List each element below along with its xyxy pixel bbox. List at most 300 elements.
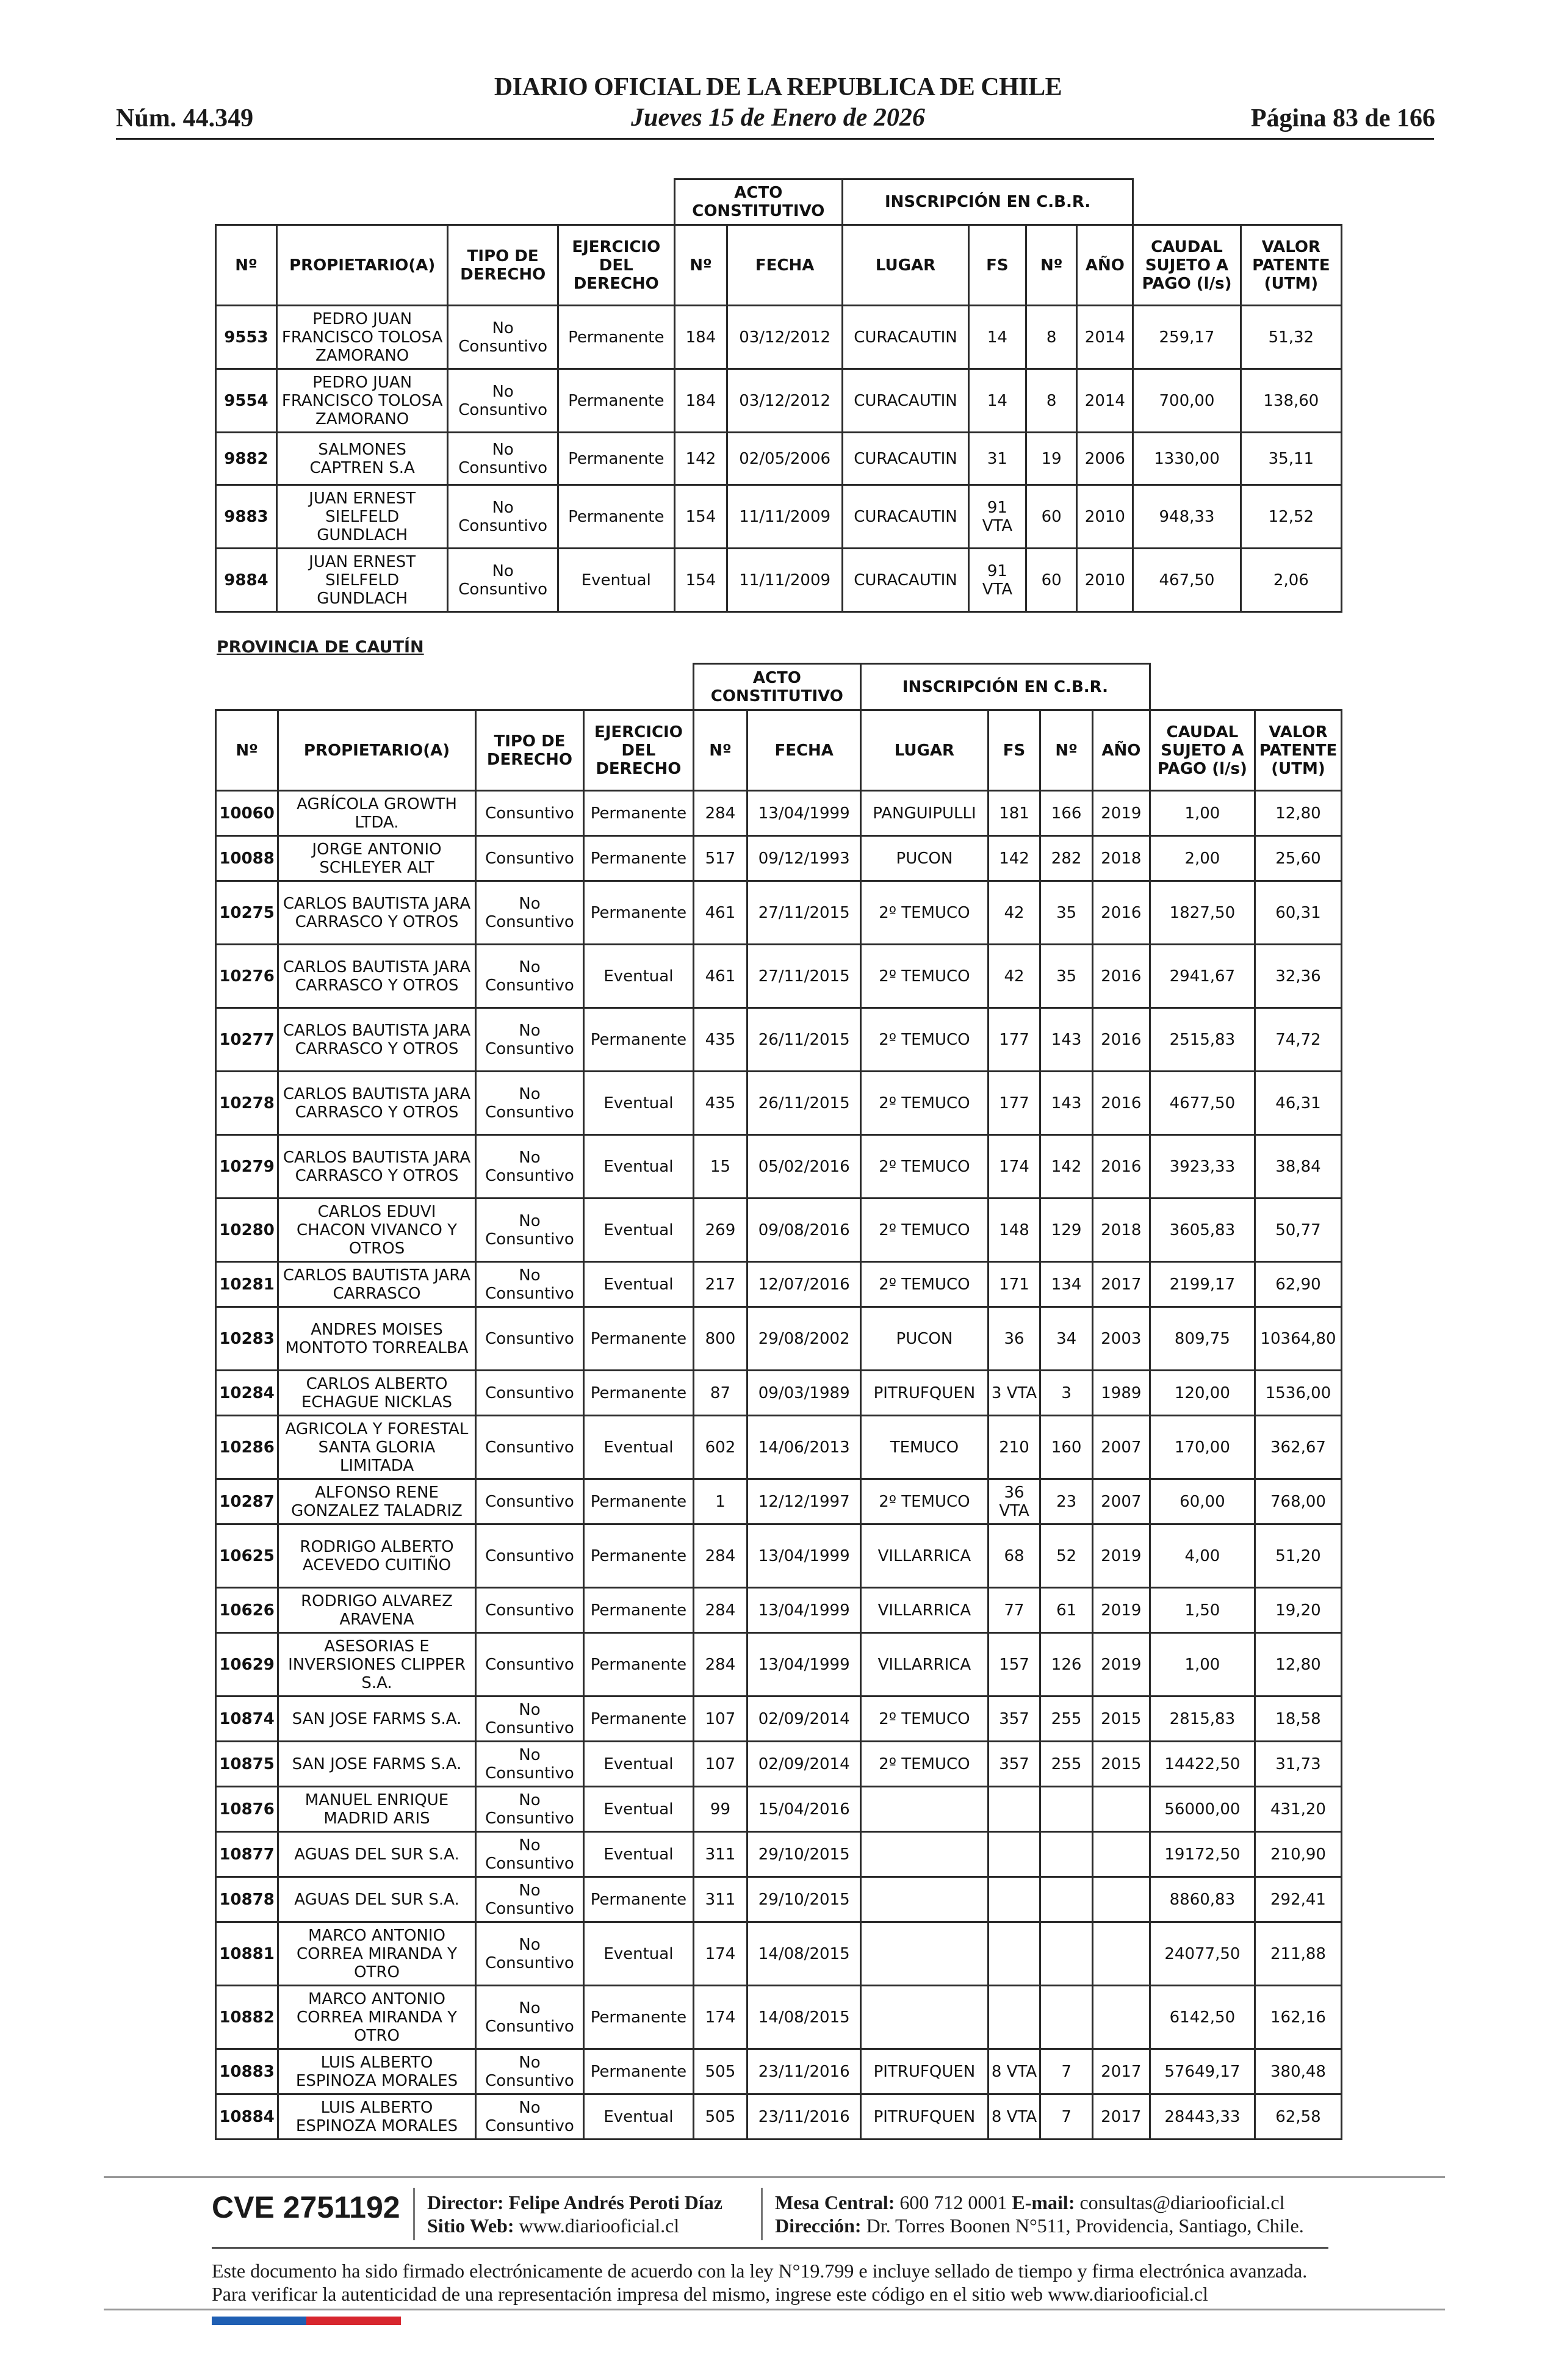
cell-propietario: MARCO ANTONIO CORREA MIRANDA Y OTRO: [278, 1922, 475, 1986]
cell-cbr-n: 34: [1040, 1307, 1093, 1371]
cell-lugar: [861, 1832, 989, 1877]
col-anio: AÑO: [1077, 225, 1133, 306]
cell-ejercicio: Permanente: [584, 791, 693, 836]
cell-valor-patente: 12,80: [1255, 1633, 1341, 1697]
cell-cbr-n: [1040, 1787, 1093, 1832]
cell-fs: 210: [988, 1416, 1040, 1479]
cell-anio: 1989: [1092, 1371, 1150, 1416]
cell-valor-patente: 211,88: [1255, 1922, 1341, 1986]
cell-caudal: 28443,33: [1150, 2094, 1255, 2140]
cell-n: 10283: [216, 1307, 278, 1371]
table-row: [216, 1199, 1342, 1262]
cell-caudal: 809,75: [1150, 1307, 1255, 1371]
col-cbr-n: Nº: [1026, 225, 1077, 306]
cell-anio: 2017: [1092, 2049, 1150, 2094]
cell-ejercicio: Eventual: [584, 1416, 693, 1479]
cell-lugar: CURACAUTIN: [842, 485, 968, 549]
cell-fecha: 03/12/2012: [727, 306, 843, 369]
cell-propietario: CARLOS BAUTISTA JARA CARRASCO Y OTROS: [278, 881, 475, 945]
cell-caudal: 24077,50: [1150, 1922, 1255, 1986]
table-row: [216, 549, 1342, 612]
cell-fecha: 14/08/2015: [747, 1986, 861, 2049]
cell-fs: [988, 1986, 1040, 2049]
cell-ejercicio: Eventual: [584, 1072, 693, 1135]
cell-lugar: CURACAUTIN: [842, 549, 968, 612]
cell-valor-patente: 10364,80: [1255, 1307, 1341, 1371]
cell-acto-n: 107: [693, 1697, 747, 1742]
cell-cbr-n: [1040, 1877, 1093, 1922]
cell-caudal: 3923,33: [1150, 1135, 1255, 1199]
email-label: E-mail:: [1012, 2191, 1075, 2213]
cell-propietario: CARLOS BAUTISTA JARA CARRASCO Y OTROS: [278, 1008, 475, 1072]
cell-n: 9884: [216, 549, 277, 612]
col-lugar: LUGAR: [861, 710, 989, 791]
cell-fecha: 29/10/2015: [747, 1877, 861, 1922]
cell-propietario: SAN JOSE FARMS S.A.: [278, 1697, 475, 1742]
cell-propietario: LUIS ALBERTO ESPINOZA MORALES: [278, 2094, 475, 2140]
col-fecha: FECHA: [727, 225, 843, 306]
cell-ejercicio: Permanente: [558, 485, 674, 549]
cell-cbr-n: 23: [1040, 1479, 1093, 1524]
cell-ejercicio: Eventual: [584, 2094, 693, 2140]
cell-ejercicio: Eventual: [584, 1262, 693, 1307]
cell-n: 10276: [216, 945, 278, 1008]
cell-lugar: PITRUFQUEN: [861, 2049, 989, 2094]
cell-tipo-derecho: No Consuntivo: [475, 2049, 583, 2094]
director-name: Felipe Andrés Peroti Díaz: [508, 2191, 722, 2213]
cell-acto-n: 174: [693, 1986, 747, 2049]
cell-valor-patente: 35,11: [1241, 433, 1341, 485]
cell-fecha: 13/04/1999: [747, 1633, 861, 1697]
cell-acto-n: 284: [693, 1588, 747, 1633]
cell-caudal: 56000,00: [1150, 1787, 1255, 1832]
cell-caudal: 170,00: [1150, 1416, 1255, 1479]
cell-acto-n: 284: [693, 1524, 747, 1588]
cell-fs: 8 VTA: [988, 2094, 1040, 2140]
cell-propietario: CARLOS BAUTISTA JARA CARRASCO: [278, 1262, 475, 1307]
cell-valor-patente: 25,60: [1255, 836, 1341, 881]
cell-cbr-n: 160: [1040, 1416, 1093, 1479]
cell-n: 10874: [216, 1697, 278, 1742]
cell-cbr-n: 60: [1026, 549, 1077, 612]
cell-valor-patente: 2,06: [1241, 549, 1341, 612]
cell-tipo-derecho: Consuntivo: [475, 836, 583, 881]
cell-caudal: 2,00: [1150, 836, 1255, 881]
cell-caudal: 259,17: [1133, 306, 1241, 369]
cell-cbr-n: 129: [1040, 1199, 1093, 1262]
cell-fs: 14: [969, 369, 1026, 433]
cell-anio: [1092, 1832, 1150, 1877]
header-divider: [116, 138, 1434, 140]
cell-ejercicio: Permanente: [558, 369, 674, 433]
cell-valor-patente: 12,52: [1241, 485, 1341, 549]
cell-n: 10883: [216, 2049, 278, 2094]
cell-propietario: ANDRES MOISES MONTOTO TORREALBA: [278, 1307, 475, 1371]
cell-ejercicio: Eventual: [584, 1922, 693, 1986]
cell-ejercicio: Eventual: [584, 1135, 693, 1199]
cell-acto-n: 184: [674, 306, 727, 369]
cell-n: 9553: [216, 306, 277, 369]
cell-propietario: CARLOS EDUVI CHACON VIVANCO Y OTROS: [278, 1199, 475, 1262]
cell-cbr-n: 52: [1040, 1524, 1093, 1588]
cell-cbr-n: 134: [1040, 1262, 1093, 1307]
cell-lugar: 2º TEMUCO: [861, 1742, 989, 1787]
cell-tipo-derecho: No Consuntivo: [475, 945, 583, 1008]
cell-propietario: JUAN ERNEST SIELFELD GUNDLACH: [276, 485, 447, 549]
cell-n: 10275: [216, 881, 278, 945]
cell-caudal: 2515,83: [1150, 1008, 1255, 1072]
col-acto-n: Nº: [693, 710, 747, 791]
table-row: [216, 1524, 1342, 1588]
cell-fecha: 23/11/2016: [747, 2094, 861, 2140]
cell-lugar: VILLARRICA: [861, 1524, 989, 1588]
cell-fecha: 05/02/2016: [747, 1135, 861, 1199]
cell-cbr-n: 61: [1040, 1588, 1093, 1633]
cell-ejercicio: Permanente: [558, 433, 674, 485]
col-caudal: CAUDAL SUJETO A PAGO (l/s): [1133, 225, 1241, 306]
cell-anio: 2010: [1077, 485, 1133, 549]
table-row: [216, 1371, 1342, 1416]
cell-acto-n: 99: [693, 1787, 747, 1832]
cell-valor-patente: 1536,00: [1255, 1371, 1341, 1416]
cell-cbr-n: 3: [1040, 1371, 1093, 1416]
cve-code: CVE 2751192: [212, 2190, 400, 2224]
cell-lugar: PANGUIPULLI: [861, 791, 989, 836]
cell-n: 10626: [216, 1588, 278, 1633]
cell-propietario: PEDRO JUAN FRANCISCO TOLOSA ZAMORANO: [276, 369, 447, 433]
cell-propietario: CARLOS BAUTISTA JARA CARRASCO Y OTROS: [278, 1072, 475, 1135]
cell-cbr-n: 35: [1040, 881, 1093, 945]
cell-acto-n: 602: [693, 1416, 747, 1479]
cell-valor-patente: 60,31: [1255, 881, 1341, 945]
cell-caudal: 1827,50: [1150, 881, 1255, 945]
cell-lugar: [861, 1922, 989, 1986]
cell-anio: 2017: [1092, 1262, 1150, 1307]
flag-stripe-blue: [212, 2317, 306, 2325]
cell-caudal: 2199,17: [1150, 1262, 1255, 1307]
cell-valor-patente: 32,36: [1255, 945, 1341, 1008]
water-rights-table-2: [215, 663, 1342, 2140]
cell-n: 10277: [216, 1008, 278, 1072]
cell-fecha: 11/11/2009: [727, 549, 843, 612]
cell-valor-patente: 50,77: [1255, 1199, 1341, 1262]
footer-divider: [212, 2247, 1328, 2249]
web-link[interactable]: www.diariooficial.cl: [519, 2215, 680, 2237]
cell-ejercicio: Eventual: [584, 1199, 693, 1262]
cell-propietario: CARLOS ALBERTO ECHAGUE NICKLAS: [278, 1371, 475, 1416]
col-fecha: FECHA: [747, 710, 861, 791]
col-anio: AÑO: [1092, 710, 1150, 791]
footer-separator: [761, 2188, 763, 2240]
table-row: [216, 1922, 1342, 1986]
cell-anio: 2019: [1092, 1633, 1150, 1697]
cell-tipo-derecho: No Consuntivo: [475, 2094, 583, 2140]
cell-cbr-n: 255: [1040, 1697, 1093, 1742]
cell-fs: [988, 1787, 1040, 1832]
cell-tipo-derecho: No Consuntivo: [475, 1262, 583, 1307]
province-title: PROVINCIA DE CAUTÍN: [217, 638, 424, 657]
cell-anio: 2019: [1092, 791, 1150, 836]
table-row: [216, 306, 1342, 369]
cell-ejercicio: Permanente: [584, 1524, 693, 1588]
cell-anio: 2007: [1092, 1416, 1150, 1479]
cell-caudal: 467,50: [1133, 549, 1241, 612]
cell-fecha: 23/11/2016: [747, 2049, 861, 2094]
mesa-label: Mesa Central:: [775, 2191, 895, 2213]
cell-tipo-derecho: No Consuntivo: [448, 433, 558, 485]
table-row: [216, 2094, 1342, 2140]
cell-cbr-n: 126: [1040, 1633, 1093, 1697]
cell-lugar: TEMUCO: [861, 1416, 989, 1479]
cell-lugar: 2º TEMUCO: [861, 1135, 989, 1199]
cell-tipo-derecho: No Consuntivo: [475, 1008, 583, 1072]
cell-valor-patente: 31,73: [1255, 1742, 1341, 1787]
cell-anio: 2016: [1092, 945, 1150, 1008]
cell-lugar: VILLARRICA: [861, 1633, 989, 1697]
cell-anio: [1092, 1877, 1150, 1922]
cell-fs: 148: [988, 1199, 1040, 1262]
cell-lugar: CURACAUTIN: [842, 433, 968, 485]
footer-divider: [104, 2176, 1445, 2178]
cell-tipo-derecho: Consuntivo: [475, 1371, 583, 1416]
cell-cbr-n: [1040, 1986, 1093, 2049]
cell-valor-patente: 380,48: [1255, 2049, 1341, 2094]
cell-lugar: [861, 1877, 989, 1922]
cell-fs: 177: [988, 1008, 1040, 1072]
cell-anio: 2016: [1092, 1135, 1150, 1199]
cell-caudal: 1,00: [1150, 1633, 1255, 1697]
cell-acto-n: 142: [674, 433, 727, 485]
cell-propietario: ALFONSO RENE GONZALEZ TALADRIZ: [278, 1479, 475, 1524]
cell-n: 10088: [216, 836, 278, 881]
cell-n: 10875: [216, 1742, 278, 1787]
cell-lugar: PITRUFQUEN: [861, 2094, 989, 2140]
cell-ejercicio: Permanente: [584, 1371, 693, 1416]
cell-n: 10629: [216, 1633, 278, 1697]
cell-fs: 14: [969, 306, 1026, 369]
cell-anio: 2014: [1077, 306, 1133, 369]
cell-anio: 2007: [1092, 1479, 1150, 1524]
cell-fs: 36: [988, 1307, 1040, 1371]
cell-valor-patente: 162,16: [1255, 1986, 1341, 2049]
cell-fs: 3 VTA: [988, 1371, 1040, 1416]
cell-lugar: 2º TEMUCO: [861, 1479, 989, 1524]
address-label: Dirección:: [775, 2215, 862, 2237]
cell-anio: [1092, 1787, 1150, 1832]
cell-cbr-n: 8: [1026, 306, 1077, 369]
cell-fs: 42: [988, 945, 1040, 1008]
cell-cbr-n: 143: [1040, 1072, 1093, 1135]
cell-fs: 157: [988, 1633, 1040, 1697]
cell-ejercicio: Eventual: [584, 1742, 693, 1787]
cell-cbr-n: [1040, 1832, 1093, 1877]
cell-ejercicio: Permanente: [584, 1307, 693, 1371]
header-spacer: [1150, 664, 1341, 710]
cell-propietario: JUAN ERNEST SIELFELD GUNDLACH: [276, 549, 447, 612]
cell-n: 10284: [216, 1371, 278, 1416]
table-row: [216, 881, 1342, 945]
cell-cbr-n: 19: [1026, 433, 1077, 485]
cell-caudal: 1330,00: [1133, 433, 1241, 485]
cell-valor-patente: 51,20: [1255, 1524, 1341, 1588]
cell-fecha: 29/10/2015: [747, 1832, 861, 1877]
page-number: Página 83 de 166: [1250, 104, 1435, 132]
cell-fecha: 13/04/1999: [747, 1588, 861, 1633]
cell-tipo-derecho: Consuntivo: [475, 1416, 583, 1479]
cell-acto-n: 1: [693, 1479, 747, 1524]
cell-propietario: CARLOS BAUTISTA JARA CARRASCO Y OTROS: [278, 945, 475, 1008]
cell-valor-patente: 12,80: [1255, 791, 1341, 836]
cell-fs: 31: [969, 433, 1026, 485]
cell-fecha: 03/12/2012: [727, 369, 843, 433]
cell-fs: [988, 1877, 1040, 1922]
director-label: Director:: [427, 2191, 504, 2213]
table-row: [216, 1416, 1342, 1479]
cell-caudal: 14422,50: [1150, 1742, 1255, 1787]
cell-tipo-derecho: No Consuntivo: [475, 1922, 583, 1986]
cell-tipo-derecho: No Consuntivo: [448, 485, 558, 549]
cell-n: 10280: [216, 1199, 278, 1262]
cell-fecha: 27/11/2015: [747, 945, 861, 1008]
cell-tipo-derecho: No Consuntivo: [475, 881, 583, 945]
cell-n: 10287: [216, 1479, 278, 1524]
publication-title: DIARIO OFICIAL DE LA REPUBLICA DE CHILE: [494, 73, 1062, 101]
col-acto-n: Nº: [674, 225, 727, 306]
cell-caudal: 60,00: [1150, 1479, 1255, 1524]
cell-anio: 2015: [1092, 1697, 1150, 1742]
cell-fs: 357: [988, 1697, 1040, 1742]
cell-ejercicio: Eventual: [584, 1787, 693, 1832]
cell-cbr-n: 143: [1040, 1008, 1093, 1072]
cell-anio: 2019: [1092, 1588, 1150, 1633]
cell-propietario: JORGE ANTONIO SCHLEYER ALT: [278, 836, 475, 881]
header-spacer: [216, 179, 675, 225]
cell-acto-n: 311: [693, 1832, 747, 1877]
cell-valor-patente: 38,84: [1255, 1135, 1341, 1199]
cell-caudal: 8860,83: [1150, 1877, 1255, 1922]
cell-ejercicio: Eventual: [584, 945, 693, 1008]
cell-acto-n: 184: [674, 369, 727, 433]
cell-caudal: 948,33: [1133, 485, 1241, 549]
cell-ejercicio: Eventual: [584, 1832, 693, 1877]
cell-anio: 2006: [1077, 433, 1133, 485]
cell-ejercicio: Permanente: [584, 1479, 693, 1524]
cell-ejercicio: Permanente: [584, 881, 693, 945]
cell-fs: [988, 1832, 1040, 1877]
cell-acto-n: 284: [693, 791, 747, 836]
cell-anio: 2015: [1092, 1742, 1150, 1787]
flag-stripe-red: [306, 2317, 401, 2325]
cell-ejercicio: Permanente: [584, 1633, 693, 1697]
cell-fecha: 12/07/2016: [747, 1262, 861, 1307]
cell-n: 10279: [216, 1135, 278, 1199]
cell-fecha: 02/09/2014: [747, 1742, 861, 1787]
cell-n: 10881: [216, 1922, 278, 1986]
cell-caudal: 700,00: [1133, 369, 1241, 433]
cell-acto-n: 107: [693, 1742, 747, 1787]
cell-n: 9882: [216, 433, 277, 485]
cell-tipo-derecho: No Consuntivo: [475, 1697, 583, 1742]
header-inscripcion-cbr: INSCRIPCIÓN EN C.B.R.: [842, 179, 1133, 225]
cell-propietario: CARLOS BAUTISTA JARA CARRASCO Y OTROS: [278, 1135, 475, 1199]
cell-ejercicio: Eventual: [558, 549, 674, 612]
cell-propietario: AGUAS DEL SUR S.A.: [278, 1832, 475, 1877]
email-link[interactable]: consultas@diariooficial.cl: [1079, 2191, 1285, 2213]
cell-fecha: 11/11/2009: [727, 485, 843, 549]
cell-cbr-n: 7: [1040, 2094, 1093, 2140]
cell-tipo-derecho: No Consuntivo: [448, 369, 558, 433]
cell-anio: 2010: [1077, 549, 1133, 612]
cell-propietario: MARCO ANTONIO CORREA MIRANDA Y OTRO: [278, 1986, 475, 2049]
cell-caudal: 4,00: [1150, 1524, 1255, 1588]
table-row: [216, 1588, 1342, 1633]
col-n: Nº: [216, 710, 278, 791]
cell-fs: 8 VTA: [988, 2049, 1040, 2094]
cell-fecha: 27/11/2015: [747, 881, 861, 945]
issue-number: Núm. 44.349: [116, 104, 254, 132]
table-row: [216, 945, 1342, 1008]
col-tipo-derecho: TIPO DE DERECHO: [475, 710, 583, 791]
cell-fecha: 09/08/2016: [747, 1199, 861, 1262]
cell-ejercicio: Permanente: [584, 836, 693, 881]
cell-n: 10278: [216, 1072, 278, 1135]
cell-valor-patente: 51,32: [1241, 306, 1341, 369]
cell-caudal: 1,50: [1150, 1588, 1255, 1633]
cell-fs: 42: [988, 881, 1040, 945]
cell-valor-patente: 292,41: [1255, 1877, 1341, 1922]
cell-tipo-derecho: No Consuntivo: [475, 1199, 583, 1262]
footer-contact-block: [775, 2191, 1304, 2237]
web-label: Sitio Web:: [427, 2215, 514, 2237]
cell-valor-patente: 74,72: [1255, 1008, 1341, 1072]
cell-lugar: VILLARRICA: [861, 1588, 989, 1633]
cell-lugar: PUCON: [861, 1307, 989, 1371]
cell-fs: [988, 1922, 1040, 1986]
cell-n: 10625: [216, 1524, 278, 1588]
cell-propietario: SALMONES CAPTREN S.A: [276, 433, 447, 485]
cell-lugar: 2º TEMUCO: [861, 1008, 989, 1072]
cell-acto-n: 174: [693, 1922, 747, 1986]
footer-divider: [104, 2309, 1445, 2310]
cell-tipo-derecho: No Consuntivo: [475, 1135, 583, 1199]
cell-n: 9554: [216, 369, 277, 433]
cell-tipo-derecho: No Consuntivo: [448, 306, 558, 369]
cell-acto-n: 269: [693, 1199, 747, 1262]
cell-fs: 77: [988, 1588, 1040, 1633]
cell-anio: 2003: [1092, 1307, 1150, 1371]
cell-tipo-derecho: No Consuntivo: [475, 1877, 583, 1922]
col-lugar: LUGAR: [842, 225, 968, 306]
cell-lugar: 2º TEMUCO: [861, 1697, 989, 1742]
cell-acto-n: 461: [693, 945, 747, 1008]
table-row: [216, 1008, 1342, 1072]
cell-tipo-derecho: No Consuntivo: [448, 549, 558, 612]
cell-propietario: LUIS ALBERTO ESPINOZA MORALES: [278, 2049, 475, 2094]
cell-anio: [1092, 1922, 1150, 1986]
cell-valor-patente: 18,58: [1255, 1697, 1341, 1742]
cell-caudal: 3605,83: [1150, 1199, 1255, 1262]
cell-cbr-n: 60: [1026, 485, 1077, 549]
cell-n: 10878: [216, 1877, 278, 1922]
cell-lugar: [861, 1787, 989, 1832]
cell-acto-n: 800: [693, 1307, 747, 1371]
cell-propietario: RODRIGO ALBERTO ACEVEDO CUITIÑO: [278, 1524, 475, 1588]
header-spacer: [1133, 179, 1342, 225]
cell-tipo-derecho: No Consuntivo: [475, 1787, 583, 1832]
cell-n: 10060: [216, 791, 278, 836]
table-row: [216, 1633, 1342, 1697]
cell-valor-patente: 62,90: [1255, 1262, 1341, 1307]
